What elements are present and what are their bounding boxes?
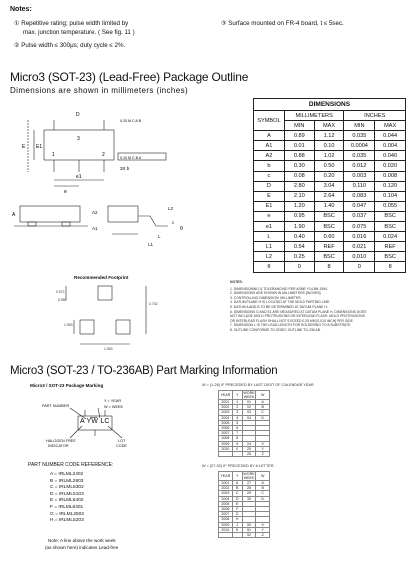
label-L: L — [158, 234, 161, 239]
part-number-label: PART NUMBER — [42, 404, 70, 408]
cell: 2001 — [219, 400, 233, 405]
cell: BSC — [314, 252, 344, 262]
inches-header: INCHES — [344, 111, 406, 121]
cell: K — [232, 527, 242, 532]
cell: 0.01 — [284, 141, 314, 151]
cell: 2003 — [219, 410, 233, 415]
cell: 8 — [314, 262, 344, 272]
cell: 2.10 — [284, 191, 314, 201]
cell: 1.90 — [284, 222, 314, 232]
table-row — [254, 232, 406, 242]
note-2: ② Pulse width ≤ 300μs; duty cycle ≤ 2%. — [14, 42, 126, 49]
cell: 2004 — [219, 415, 233, 420]
week-legend: W = WEEK — [104, 405, 124, 409]
reference-item: C = IRLML6302 — [50, 485, 84, 491]
cell: 0.047 — [344, 201, 375, 211]
cell: 0 — [344, 262, 375, 272]
reference-title: PART NUMBER CODE REFERENCE: — [28, 462, 114, 468]
cell: 0.104 — [375, 191, 406, 201]
cell: Z — [256, 532, 270, 537]
dimension-note: 7. DIMENSION L IS THE LEAD LENGTH FOR SOLDERING TO A SUBSTRATE. — [230, 323, 352, 328]
cell: c — [254, 171, 285, 181]
table-row — [219, 532, 270, 537]
table-row — [254, 262, 406, 272]
table-row — [254, 141, 406, 151]
dimension-notes-title: NOTES: — [230, 280, 243, 284]
table-row — [254, 171, 406, 181]
cell: 0.040 — [375, 151, 406, 161]
dimension-note: 3. CONTROLLING DIMENSION: MILLIMETER. — [230, 295, 302, 300]
label-pin3: 3 — [77, 136, 80, 142]
dimensions-title: DIMENSIONS — [254, 99, 406, 111]
cell: A — [256, 481, 270, 486]
cell: G — [232, 512, 242, 517]
code-label: CODE — [116, 444, 127, 448]
cell: C — [232, 491, 242, 496]
header-week: WORK WEEK — [243, 391, 255, 399]
cell: 0.008 — [375, 171, 406, 181]
cell: 0.035 — [344, 131, 375, 141]
mm-max-header: MAX — [314, 121, 344, 131]
cell: 1 — [232, 400, 242, 405]
cell: 0.08 — [284, 171, 314, 181]
cell: 2006 — [219, 506, 233, 511]
cell: D — [256, 415, 270, 420]
cell: 27 — [242, 481, 256, 486]
cell: C — [256, 491, 270, 496]
cell: 1.02 — [314, 151, 344, 161]
cell: E — [232, 501, 242, 506]
in-max-header: MAX — [375, 121, 406, 131]
cell: A2 — [254, 151, 285, 161]
note-3: ③ Surface mounted on FR-4 board, t ≤ 5sec. — [221, 20, 344, 27]
footprint-drawing — [46, 282, 176, 352]
cell: 24 — [242, 441, 256, 446]
cell: C — [256, 410, 270, 415]
label-e: e — [64, 189, 67, 195]
cell: θ — [254, 262, 285, 272]
dimension-note: NOT INCLUDE MOLD PROTRUSIONS OR INTERLEAD FLASH. MOLD PROTRUSIONS — [230, 314, 365, 319]
cell: 2005 — [219, 420, 233, 425]
dimension-notes — [230, 280, 408, 333]
cell: 0 — [284, 262, 314, 272]
cell: 0.30 — [284, 161, 314, 171]
cell: 0.037 — [344, 211, 375, 221]
cell: 26 — [242, 451, 256, 456]
cell: 29 — [242, 491, 256, 496]
cell: E1 — [254, 201, 285, 211]
cell: 0.50 — [314, 161, 344, 171]
cell: e1 — [254, 222, 285, 232]
cell: 2004 — [219, 496, 233, 501]
cell: A — [232, 481, 242, 486]
cell: BSC — [314, 211, 344, 221]
label-pin1: 1 — [52, 152, 55, 158]
cell: 1.20 — [284, 201, 314, 211]
cell: 0.075 — [344, 222, 375, 232]
dimension-note: 2. DIMENSIONS ARE SHOWN IN MILLIMETERS [INCHES]. — [230, 291, 322, 296]
cell: 3 — [232, 410, 242, 415]
cell: 7 — [232, 431, 242, 436]
label-e1: e1 — [76, 174, 82, 180]
cell: BSC — [375, 252, 406, 262]
table-row — [254, 131, 406, 141]
reference-item: H = IRLML5203 — [50, 518, 84, 524]
cell: 2008 — [219, 517, 233, 522]
cell: 2009 — [219, 522, 233, 527]
lot-label: LOT — [118, 439, 126, 443]
cell: 28 — [242, 486, 256, 491]
cell: 50 — [242, 522, 256, 527]
cell: B — [256, 405, 270, 410]
cell: 2009 — [219, 441, 233, 446]
cell: 1.40 — [314, 201, 344, 211]
header-year: YEAR — [219, 472, 233, 481]
cell: 8 — [232, 436, 242, 441]
label-A: A — [12, 212, 16, 218]
dimension-note: 6. DIMENSIONS D AND E1 ARE MEASURED AT DATUM PLANE H. DIMENSIONS DOES — [230, 309, 367, 314]
year-table-2 — [218, 471, 270, 538]
table-row — [219, 451, 270, 456]
cell: 0.010 — [344, 252, 375, 262]
cell: 0.0004 — [344, 141, 375, 151]
label-A1: A1 — [92, 226, 98, 231]
cell: D — [256, 496, 270, 501]
reference-item: B = IRLML2803 — [50, 478, 84, 484]
cell: 9 — [232, 441, 242, 446]
cell: b — [254, 161, 285, 171]
table-row — [254, 151, 406, 161]
table-row — [254, 211, 406, 221]
outline-subtitle: Dimensions are shown in millimeters (inches) — [10, 86, 189, 95]
cell: 0.044 — [375, 131, 406, 141]
cell: 0 — [232, 446, 242, 451]
tolerance-2: 0.20 M C A B — [120, 119, 141, 123]
note-1: ① Repetitive rating; pulse width limited by — [14, 20, 129, 27]
cell: 0.95 — [284, 211, 314, 221]
cell: L — [254, 232, 285, 242]
cell: 0.035 — [344, 151, 375, 161]
cell: A — [254, 131, 285, 141]
reference-item: E = IRLML6402 — [50, 498, 84, 504]
cell: 2008 — [219, 436, 233, 441]
cell: 0.20 — [314, 171, 344, 181]
header-year: YEAR — [219, 391, 233, 400]
cell: 03 — [242, 410, 256, 415]
cell: 2007 — [219, 512, 233, 517]
table-row — [254, 222, 406, 232]
side-view — [14, 206, 168, 234]
footprint-dim-1: 0.972 — [56, 290, 65, 294]
marking-subtitle: Micro3 / SOT-23 Package Marking — [30, 383, 104, 388]
cell: 2005 — [219, 501, 233, 506]
cell: D — [232, 496, 242, 501]
year-table-1-caption: W = (1-26) IF PRECEDED BY LAST DIGIT OF CALENDAR YEAR — [202, 383, 314, 387]
cell: 0.083 — [344, 191, 375, 201]
cell: 0.012 — [344, 161, 375, 171]
table-row — [254, 191, 406, 201]
mm-min-header: MIN — [284, 121, 314, 131]
footprint-dim-5: 1.900 — [104, 347, 113, 351]
dimension-note: 8. OUTLINE CONFORMS TO JEDEC OUTLINE TO-236 AB. — [230, 327, 321, 332]
cell: 25 — [242, 446, 256, 451]
note-1-cont: max. junction temperature. ( See fig. 11 ) — [23, 29, 135, 36]
tolerance-1: 0.10 M C B A — [120, 156, 142, 160]
reference-item: F = IRLML6401 — [50, 504, 84, 510]
marking-code: A YW LC — [80, 418, 110, 425]
cell — [219, 532, 233, 537]
label-theta: θ — [180, 226, 183, 232]
label-L1: L1 — [148, 242, 154, 247]
cell: e — [254, 211, 285, 221]
cell: BSC — [375, 222, 406, 232]
reference-item: G = IRLML2502 — [50, 511, 84, 517]
cell: BSC — [314, 222, 344, 232]
cell: 04 — [242, 415, 256, 420]
cell: 5 — [232, 420, 242, 425]
marking-title: Micro3 (SOT-23 / TO-236AB) Part Marking Information — [10, 365, 278, 377]
cell: 0.54 — [284, 242, 314, 252]
cell: Y — [256, 446, 270, 451]
label-pin2: 2 — [102, 152, 105, 158]
dimension-note: OR INTERLEAD FLASH SHALL NOT EXCEED 0.25 MM [0.010 INCH] PER SIDE. — [230, 318, 354, 323]
cell: 0.120 — [375, 181, 406, 191]
cell: F — [232, 506, 242, 511]
cell — [232, 451, 242, 456]
cell: L2 — [254, 252, 285, 262]
dimension-note: 1. DIMENSIONING & TOLERANCING PER ASME Y14.5M-1994. — [230, 286, 328, 291]
cell: J — [232, 522, 242, 527]
cell: Z — [256, 451, 270, 456]
footprint-dim-3: 1.900 — [64, 323, 73, 327]
cell: H — [232, 517, 242, 522]
cell: X — [256, 522, 270, 527]
cell: 2006 — [219, 425, 233, 430]
footprint-title: Recommended Footprint — [74, 275, 129, 280]
cell: 01 — [242, 400, 256, 405]
cell: 51 — [242, 527, 256, 532]
cell: 3.04 — [314, 181, 344, 191]
cell: 1.12 — [314, 131, 344, 141]
header-week: WORK WEEK — [243, 472, 255, 480]
cell: X — [256, 441, 270, 446]
lead-free-note-cont: (as shown here) indicates Lead-free — [45, 545, 119, 550]
cell: BSC — [375, 211, 406, 221]
dimension-note: 4. DATUM PLANE H IS LOCATED AT THE MOLD PARTING LINE. — [230, 300, 331, 305]
header-y: Y — [232, 472, 242, 481]
cell — [219, 451, 233, 456]
cell: REF — [375, 242, 406, 252]
table-row — [254, 201, 406, 211]
cell: 2 — [232, 405, 242, 410]
table-row — [254, 181, 406, 191]
cell: 0.25 — [284, 252, 314, 262]
cell: 0.88 — [284, 151, 314, 161]
outline-title: Micro3 (SOT-23) (Lead-Free) Package Outline — [10, 70, 249, 84]
year-table-2-caption: W = (27-52) IF PRECEDED BY A LETTER — [202, 464, 274, 468]
header-w: W — [256, 472, 270, 481]
cell: E — [254, 191, 285, 201]
cell: 2002 — [219, 486, 233, 491]
reference-item: D = IRLML5103 — [50, 491, 84, 497]
table-row — [254, 161, 406, 171]
year-legend: Y = YEAR — [104, 399, 122, 403]
mm-header: MILLIMETERS — [284, 111, 344, 121]
cell: 0.055 — [375, 201, 406, 211]
cell: 8 — [375, 262, 406, 272]
cell: 2.80 — [284, 181, 314, 191]
cell: 0.60 — [314, 232, 344, 242]
package-outline-drawing — [8, 98, 242, 258]
header-w: W — [256, 391, 270, 400]
cell: 0.003 — [344, 171, 375, 181]
cell: 2002 — [219, 405, 233, 410]
notes-title: Notes: — [10, 6, 32, 13]
cell: 6 — [232, 425, 242, 430]
table-row — [254, 252, 406, 262]
table-row — [254, 242, 406, 252]
footprint-dim-2: 0.950 — [58, 298, 67, 302]
dimension-note: 5. DATUM A AND B TO BE DETERMINED AT DATUM PLANE H. — [230, 304, 328, 309]
reference-item: A = IRLML2402 — [50, 472, 84, 477]
cell: 2.64 — [314, 191, 344, 201]
cell: 0.110 — [344, 181, 375, 191]
cell: 2007 — [219, 431, 233, 436]
label-c: c — [172, 220, 175, 225]
label-E: E — [22, 144, 26, 150]
label-A2: A2 — [92, 210, 98, 215]
cell: B — [256, 486, 270, 491]
halogen-label: HALOGEN FREE — [46, 439, 76, 443]
cell: 52 — [242, 532, 256, 537]
cell: 0.020 — [375, 161, 406, 171]
cell — [232, 532, 242, 537]
part-code-reference — [28, 462, 158, 525]
header-y: Y — [232, 391, 242, 400]
cell: 0.021 — [344, 242, 375, 252]
label-L2: L2 — [168, 206, 174, 211]
cell: B — [232, 486, 242, 491]
cell: 2003 — [219, 491, 233, 496]
cell: 0.89 — [284, 131, 314, 141]
symbol-header: SYMBOL — [254, 111, 285, 131]
cell: 0.016 — [344, 232, 375, 242]
cell: A1 — [254, 141, 285, 151]
cell: 2010 — [219, 446, 233, 451]
label-E1: E1 — [36, 144, 43, 150]
cell: 2010 — [219, 527, 233, 532]
cell: 4 — [232, 415, 242, 420]
cell: 2001 — [219, 481, 233, 486]
cell: A — [256, 400, 270, 405]
in-min-header: MIN — [344, 121, 375, 131]
top-view — [28, 120, 166, 186]
label-b: 3X b — [120, 166, 130, 171]
cell: 0.40 — [284, 232, 314, 242]
indicator-label: INDICATOR — [48, 444, 69, 448]
dimensions-table — [253, 98, 406, 273]
cell: REF — [314, 242, 344, 252]
cell: L1 — [254, 242, 285, 252]
label-D: D — [76, 112, 80, 118]
cell: 0.004 — [375, 141, 406, 151]
cell: 30 — [242, 496, 256, 501]
footprint-dim-4: 2.742 — [149, 302, 158, 306]
cell: 02 — [242, 405, 256, 410]
year-table-1 — [218, 390, 270, 457]
lead-free-note: Note: A line above the work week — [48, 538, 116, 543]
cell: 0.024 — [375, 232, 406, 242]
cell: D — [254, 181, 285, 191]
cell: Y — [256, 527, 270, 532]
cell: 0.10 — [314, 141, 344, 151]
